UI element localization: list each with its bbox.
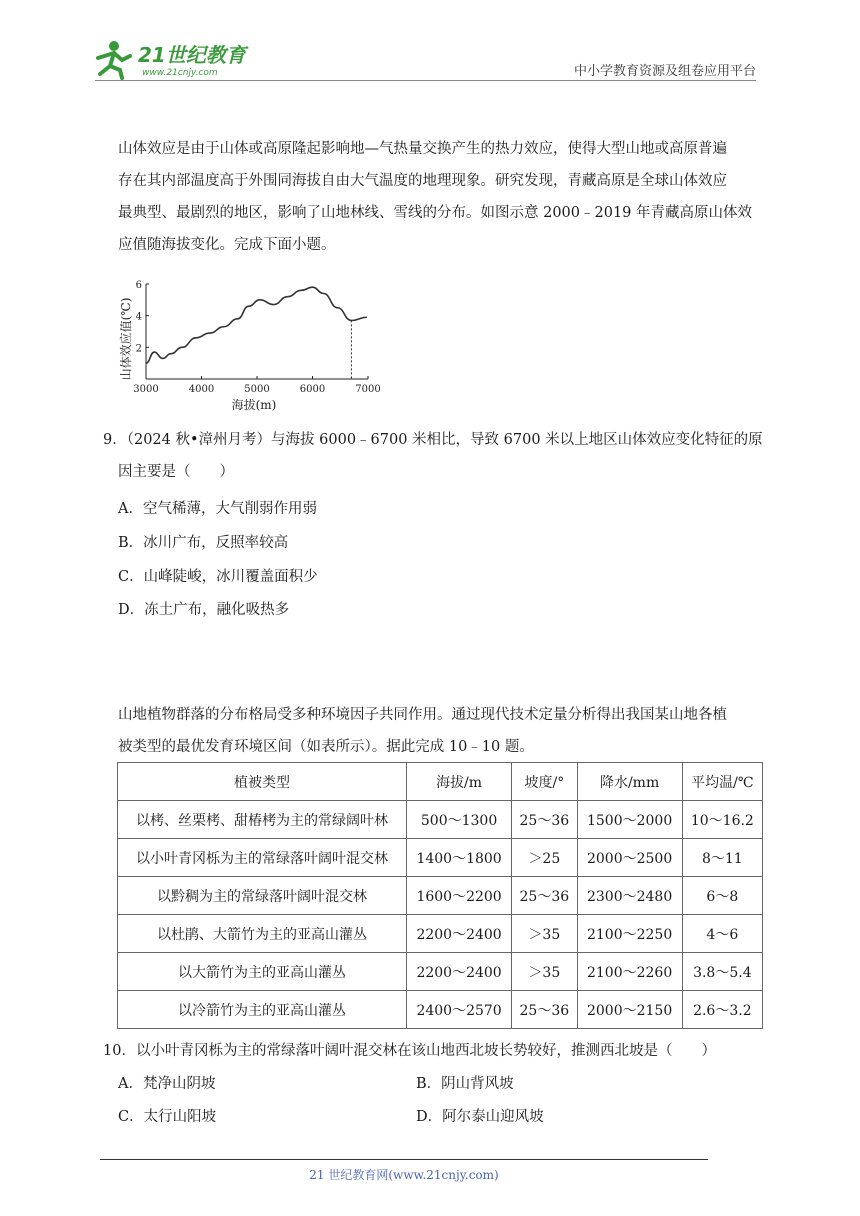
x-tick-label: 4000 [188, 384, 215, 395]
y-tick-label: 6 [135, 280, 142, 291]
table-cell: 1600～2200 [407, 877, 512, 915]
table-row [118, 801, 763, 839]
table-cell: 6～8 [682, 877, 762, 915]
table-cell: 1500～2000 [577, 801, 682, 839]
y-axis-label: 山体效应值(℃) [119, 297, 133, 381]
table-cell: 以黔稠为主的常绿落叶阔叶混交林 [118, 877, 407, 915]
q10-option-b[interactable]: B．阴山背风坡 [416, 1076, 514, 1092]
table-cell: 以冷箭竹为主的亚高山灌丛 [118, 991, 407, 1029]
passage-1-line: 最典型、最剧烈的地区，影响了山地林线、雪线的分布。如图示意 2000﹣2019 年青藏高原山体效 [118, 205, 753, 221]
platform-name: 中小学教育资源及组卷应用平台 [573, 64, 756, 79]
site-logo [92, 38, 262, 80]
passage-2 [118, 699, 758, 763]
table-cell: 2000～2500 [577, 839, 682, 877]
passage-1-line: 存在其内部温度高于外围同海拔自由大气温度的地理现象。研究发现，青藏高原是全球山体效应 [118, 173, 727, 189]
table-row [118, 915, 763, 953]
table-cell: 8～11 [682, 839, 762, 877]
x-tick-label: 7000 [355, 384, 381, 395]
y-tick-label: 4 [135, 311, 142, 323]
table-row [118, 877, 763, 915]
q10-option-c[interactable]: C．太行山阳坡 [118, 1109, 217, 1125]
table-header-row [118, 763, 763, 801]
q9-option-d[interactable]: D．冻土广布，融化吸热多 [118, 602, 290, 618]
table-cell: 2100～2250 [577, 915, 682, 953]
x-axis-label: 海拔(m) [231, 398, 277, 412]
table-cell: 25～36 [512, 877, 577, 915]
q9-option-b[interactable]: B．冰川广布，反照率较高 [118, 535, 289, 551]
x-tick-label: 5000 [244, 384, 270, 395]
table-cell: 2400～2570 [407, 991, 512, 1029]
table-cell: 500～1300 [407, 801, 512, 839]
table-cell: 2300～2480 [577, 877, 682, 915]
table-cell: 10～16.2 [682, 801, 762, 839]
table-cell: 以小叶青冈栎为主的常绿落叶阔叶混交林 [118, 839, 407, 877]
table-cell: 以栲、丝栗栲、甜椿栲为主的常绿阔叶林 [118, 801, 407, 839]
table-header: 平均温/℃ [682, 763, 762, 801]
table-row [118, 991, 763, 1029]
header-divider [95, 80, 756, 81]
table-cell: 25～36 [512, 801, 577, 839]
y-tick-label: 2 [135, 343, 142, 355]
table-cell: ＞35 [512, 953, 577, 991]
vegetation-table [117, 762, 763, 1029]
table-cell: 2200～2400 [407, 915, 512, 953]
x-tick-label: 3000 [133, 384, 159, 395]
table-cell: ＞25 [512, 839, 577, 877]
series-line [146, 287, 367, 363]
table-cell: 以杜鹃、大箭竹为主的亚高山灌丛 [118, 915, 407, 953]
table-cell: 1400～1800 [407, 839, 512, 877]
question-9 [103, 424, 763, 488]
question-10-stem: 10．以小叶青冈栎为主的常绿落叶阔叶混交林在该山地西北坡长势较好，推测西北坡是（ ） [103, 1043, 716, 1059]
table-cell: 以大箭竹为主的亚高山灌丛 [118, 953, 407, 991]
runner-icon [98, 41, 130, 78]
table-cell: 2.6～3.2 [682, 991, 762, 1029]
table-cell: 3.8～5.4 [682, 953, 762, 991]
table-cell: 4～6 [682, 915, 762, 953]
table-cell: 2200～2400 [407, 953, 512, 991]
q9-option-a[interactable]: A．空气稀薄，大气削弱作用弱 [118, 501, 317, 517]
passage-2-line: 被类型的最优发育环境区间（如表所示）。据此完成 10﹣10 题。 [118, 739, 534, 755]
logo-text: 21世纪教育 [138, 43, 246, 67]
table-cell: 2000～2150 [577, 991, 682, 1029]
passage-1-line: 山体效应是由于山体或高原隆起影响地—气热量交换产生的热力效应，使得大型山地或高原普遍 [118, 141, 727, 157]
mountain-effect-chart [116, 276, 386, 416]
q10-option-a[interactable]: A．梵净山阴坡 [118, 1076, 216, 1092]
passage-1 [118, 133, 758, 261]
q9-option-c[interactable]: C．山峰陡峻，冰川覆盖面积少 [118, 569, 318, 585]
x-tick-label: 6000 [299, 384, 326, 395]
question-9-stem: 9．（2024 秋•漳州月考）与海拔 6000﹣6700 米相比，导致 6700 米以上地区山体效应变化特征的原 [103, 432, 763, 448]
table-row [118, 839, 763, 877]
table-header: 降水/mm [577, 763, 682, 801]
footer-divider [100, 1159, 708, 1160]
footer-text: 21 世纪教育网(www.21cnjy.com) [309, 1168, 499, 1182]
logo-url: www.21cnjy.com [142, 68, 218, 78]
passage-2-line: 山地植物群落的分布格局受多种环境因子共同作用。通过现代技术定量分析得出我国某山地各植 [118, 707, 727, 723]
question-9-stem-cont: 因主要是（ ） [118, 464, 234, 480]
passage-1-line: 应值随海拔变化。完成下面小题。 [118, 237, 336, 253]
table-cell: ＞35 [512, 915, 577, 953]
table-cell: 2100～2260 [577, 953, 682, 991]
table-header: 坡度/° [512, 763, 577, 801]
table-header: 植被类型 [118, 763, 407, 801]
table-row [118, 953, 763, 991]
q10-option-d[interactable]: D．阿尔泰山迎风坡 [416, 1109, 544, 1125]
table-header: 海拔/m [407, 763, 512, 801]
table-cell: 25～36 [512, 991, 577, 1029]
